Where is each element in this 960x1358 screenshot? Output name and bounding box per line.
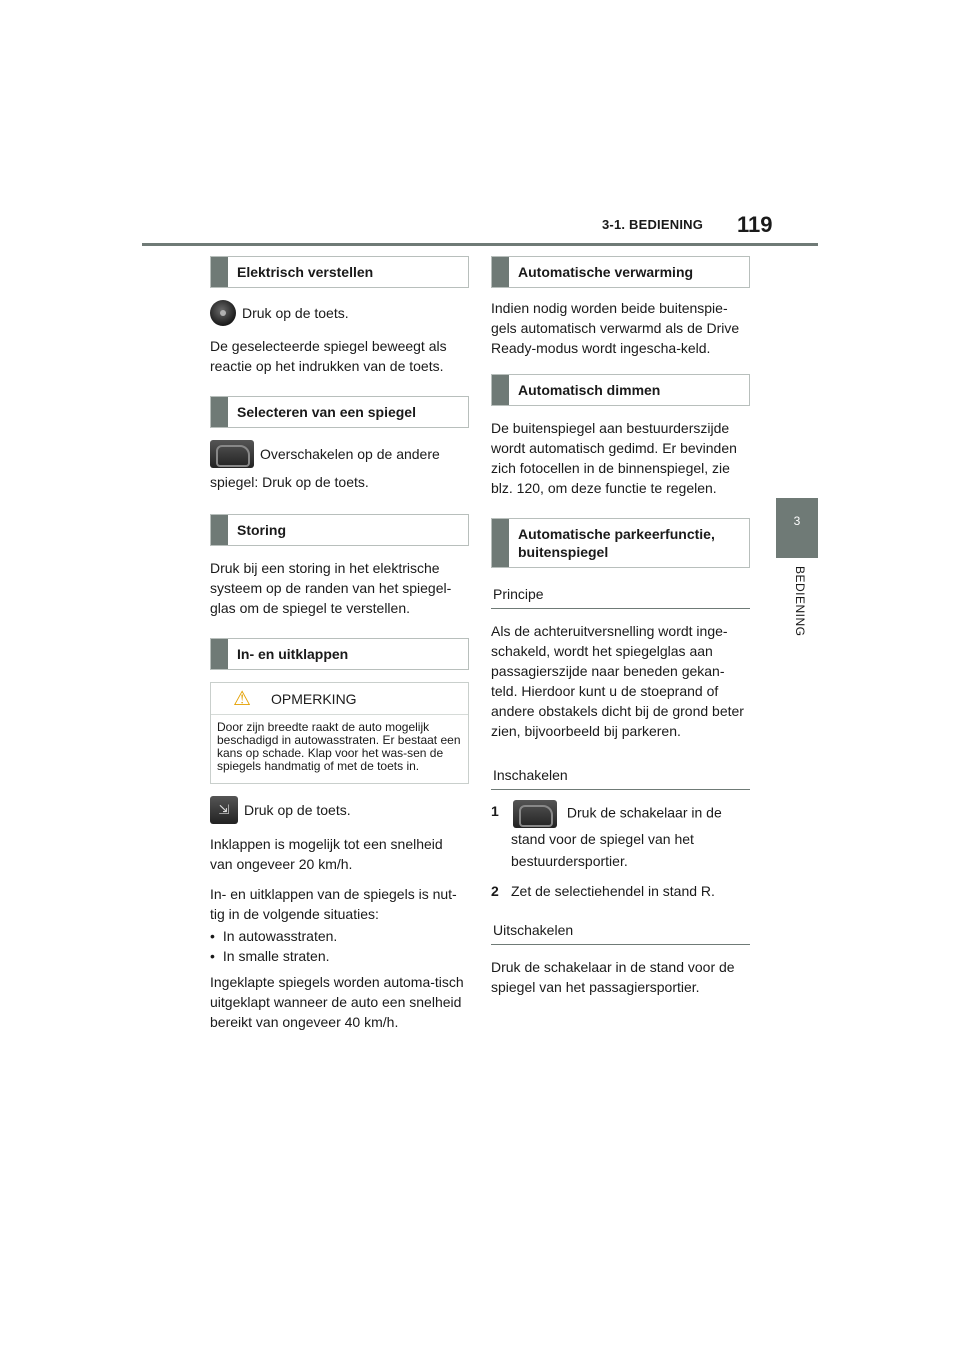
paragraph: Ingeklapte spiegels worden automa-tisch uitgeklapt wanneer de auto een snelheid bereikt van ongeveer 40 km/h. [210, 974, 464, 1030]
note-text: Door zijn breedte raakt de auto mogelijk beschadigd in autowasstraten. Er bestaat een kans op schade. Klap voor het was-sen de spiegels handmatig of met de toets in. [217, 720, 461, 773]
paragraph: Indien nodig worden beide buitenspie-gels automatisch verwarmd als de Drive Ready-modus wordt ingescha-keld. [491, 300, 740, 356]
step-item [491, 880, 750, 902]
chapter-label: BEDIENING [793, 566, 807, 637]
adjust-instruction-text: Druk op de toets. [242, 305, 349, 321]
situation-list [210, 926, 469, 966]
paragraph: Als de achteruitversnelling wordt inge-schakeld, wordt het spiegelglas aan passagierszijde naar beneden gekan-teld. Hierdoor kunt u de stoeprand of andere obstakels dicht bij de grond beter zien, bijvoorbeeld bij parkeren. [491, 623, 744, 739]
step-item [491, 800, 750, 872]
step-number: 2 [491, 883, 499, 899]
section-title: 3-1. BEDIENING [602, 217, 704, 232]
activation-steps [491, 800, 750, 902]
step-text-content: Druk de schakelaar in de stand voor de spiegel van het bestuurdersportier. [511, 804, 722, 869]
subheading-principle: Principe [491, 574, 750, 609]
step-text: Zet de selectiehendel in stand R. [511, 883, 715, 899]
right-column [491, 256, 750, 997]
paragraph: De buitenspiegel aan bestuurderszijde wordt automatisch gedimd. Er bevinden zich fotocellen in de binnenspiegel, zie blz. 120, om deze functie te regelen. [491, 420, 737, 496]
warning-triangle-icon: ⚠ [233, 687, 251, 710]
mirror-fold-icon: ⇲ [210, 796, 238, 824]
section-heading-heating: Automatische verwarming [491, 256, 750, 288]
list-item: • In smalle straten. [210, 946, 469, 966]
step-text [511, 800, 750, 872]
paragraph: spiegel: Druk op de toets. [210, 474, 369, 490]
section-heading-fold: In- en uitklappen [210, 638, 469, 670]
list-item: • In autowasstraten. [210, 926, 469, 946]
section-heading-select-mirror: Selecteren van een spiegel [210, 396, 469, 428]
adjust-instruction [210, 300, 469, 326]
note-header [211, 683, 468, 715]
header-divider [142, 243, 818, 246]
fold-instruction-text: Druk op de toets. [244, 802, 351, 818]
note-box [210, 682, 469, 784]
select-instruction-text: Overschakelen op de andere [260, 446, 440, 462]
paragraph: Druk bij een storing in het elektrische systeem op de randen van het spiegel-glas om de spiegel te verstellen. [210, 560, 452, 616]
section-heading-parking: Automatische parkeerfunctie, buitenspiegel [491, 518, 750, 568]
section-heading-dimming: Automatisch dimmen [491, 374, 750, 406]
select-instruction [210, 440, 469, 468]
mirror-joystick-icon [210, 300, 236, 326]
mirror-switch-icon [513, 800, 557, 828]
subheading-deactivate: Uitschakelen [491, 910, 750, 945]
note-title: OPMERKING [271, 690, 357, 707]
fold-instruction [210, 796, 469, 824]
chapter-tab: 3 [776, 498, 818, 558]
step-number: 1 [491, 803, 499, 819]
subheading-activate: Inschakelen [491, 755, 750, 790]
page-number: 119 [737, 212, 773, 237]
paragraph: Druk de schakelaar in de stand voor de spiegel van het passagiersportier. [491, 959, 735, 995]
paragraph: Inklappen is mogelijk tot een snelheid van ongeveer 20 km/h. [210, 836, 443, 872]
paragraph: De geselecteerde spiegel beweegt als reactie op het indrukken van de toets. [210, 338, 447, 374]
section-heading-fault: Storing [210, 514, 469, 546]
mirror-switch-icon [210, 440, 254, 468]
section-heading-electric-adjust: Elektrisch verstellen [210, 256, 469, 288]
paragraph: In- en uitklappen van de spiegels is nut-tig in de volgende situaties: [210, 886, 457, 922]
left-column [210, 256, 469, 1032]
